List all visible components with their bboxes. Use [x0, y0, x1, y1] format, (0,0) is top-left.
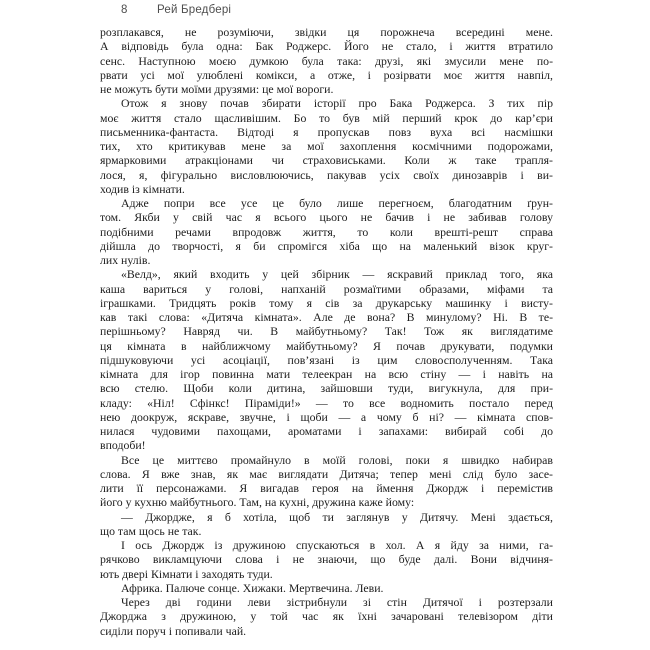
body-text	[100, 25, 553, 638]
text-line: лих нулів.	[100, 253, 151, 267]
text-line: ця кімната в найближчому майбутньому? Я почав друкувати, подумки	[100, 338, 553, 353]
text-line: ярмарковими атракціонами чи страховиськами. Коли ж таке трапля-	[100, 153, 553, 168]
text-line: кімната для ігор повинна мати телеекран на всю стіну — і навіть на	[100, 367, 553, 381]
text-line: «Велд», який входить у цей збірник — яскравий приклад того, яка	[121, 267, 553, 282]
text-line: нилася чудовими пахощами, ароматами і запахами: вибирай собі до	[100, 424, 553, 438]
text-line: том. Якби у свій час я всього цього не бачив і не забивав голову	[100, 210, 553, 225]
text-line: моє життя стало щасливішим. Бо то був мій перший крок до кар’єри	[100, 110, 553, 125]
page-number: 8	[121, 4, 128, 16]
text-line: — Джордже, я б хотіла, щоб ти заглянув у Дитячу. Мені здається,	[121, 509, 553, 524]
text-line: рвати усі мої улюблені комікси, а отже, і розірвати моє життя навпіл,	[100, 67, 553, 82]
text-line: підшуковуючи усі асоціації, пов’язані із цим словосполученням. Така	[100, 352, 553, 367]
text-line: Отож я знову почав збирати історії про Бака Роджерса. З тих пір	[121, 96, 553, 111]
text-line: Через дві години леви зістрибнули зі стін Дитячої і розтерзали	[121, 595, 553, 609]
text-line: каша вариться у голові, напханій розмаїтими образами, міфами та	[100, 281, 553, 296]
text-line: тих, хто критикував мене за мої захоплення космічними подорожами,	[100, 139, 553, 153]
text-line: іграшками. Тридцять років тому я сів за друкарську машинку і висту-	[100, 295, 553, 310]
text-line: подібними речами впродовж життя, то коли врешті-решт справа	[100, 224, 553, 239]
text-line: А відповідь була одна: Бак Роджерс. Його не стало, і життя втратило	[100, 39, 553, 54]
text-line: кав такі слова: «Дитяча кімната». Але де вона? В минулому? Ні. В те-	[100, 310, 553, 324]
text-line: лося, я, фігурально висловлюючись, пакував усіх своїх динозаврів і ви-	[100, 167, 553, 182]
text-line: розплакався, не розуміючи, звідки ця порожнеча всередині мене.	[100, 25, 553, 39]
text-line: лити її персонажами. Я вигадав героя на ймення Джордж і перемістив	[100, 481, 553, 495]
text-line: Джорджа з дружиною, у той час як їхні зачаровані телевізором діти	[100, 609, 553, 624]
text-line: всю стелю. Щоби коли дитина, зайшовши туди, вигукнула, для при-	[100, 381, 553, 396]
text-line: ходив із кімнати.	[100, 181, 185, 196]
text-line: кладу: «Ніл! Сфінкс! Піраміди!» — то все водномить постало перед	[100, 395, 553, 410]
running-header	[121, 4, 231, 16]
text-line: нею доокруж, яскраве, звучне, і щоби — а чому б ні? — кімната спов-	[100, 409, 553, 424]
text-line: що там щось не так.	[100, 523, 202, 538]
text-line: дійшла до творчості, я би спромігся хіба що на маленький візок круг-	[100, 238, 553, 253]
text-line: Все це миттєво промайнуло в моїй голові, поки я швидко набирав	[121, 452, 553, 467]
text-line: не можуть бути моїми друзями: це мої вороги.	[100, 82, 334, 96]
text-line: сиділи поруч і попивали чай.	[100, 623, 247, 638]
text-line: Африка. Палюче сонце. Хижаки. Мертвечина. Леви.	[121, 580, 384, 595]
text-line: вподоби!	[100, 438, 146, 453]
text-line: ють двері Кімнати і заходять туди.	[100, 566, 273, 581]
text-line: перішньому? Навряд чи. В майбутньому? Так! Тож як виглядатиме	[100, 324, 553, 339]
running-title: Рей Бредбері	[157, 4, 232, 16]
text-line: слова. Я вже знав, як має виглядати Дитяча; тепер мені слід було засе-	[100, 466, 553, 481]
text-line: рячково викламцуючи слова і не знаючи, що буде далі. Вони відчиня-	[100, 552, 553, 567]
text-line: письменника-фантаста. Відтоді я пропускав повз вуха всі насмішки	[100, 124, 553, 139]
text-line: І ось Джордж із дружиною спускаються в хол. А я йду за ними, га-	[121, 538, 553, 552]
text-line: Адже попри все усе це було лише перегноєм, благодатним ґрун-	[121, 196, 553, 210]
text-line: його у кухню майбутнього. Там, на кухні, дружина каже йому:	[100, 495, 415, 510]
text-line: сенс. Наступною моєю думкою була така: друзі, які змусили мене по-	[100, 53, 553, 68]
